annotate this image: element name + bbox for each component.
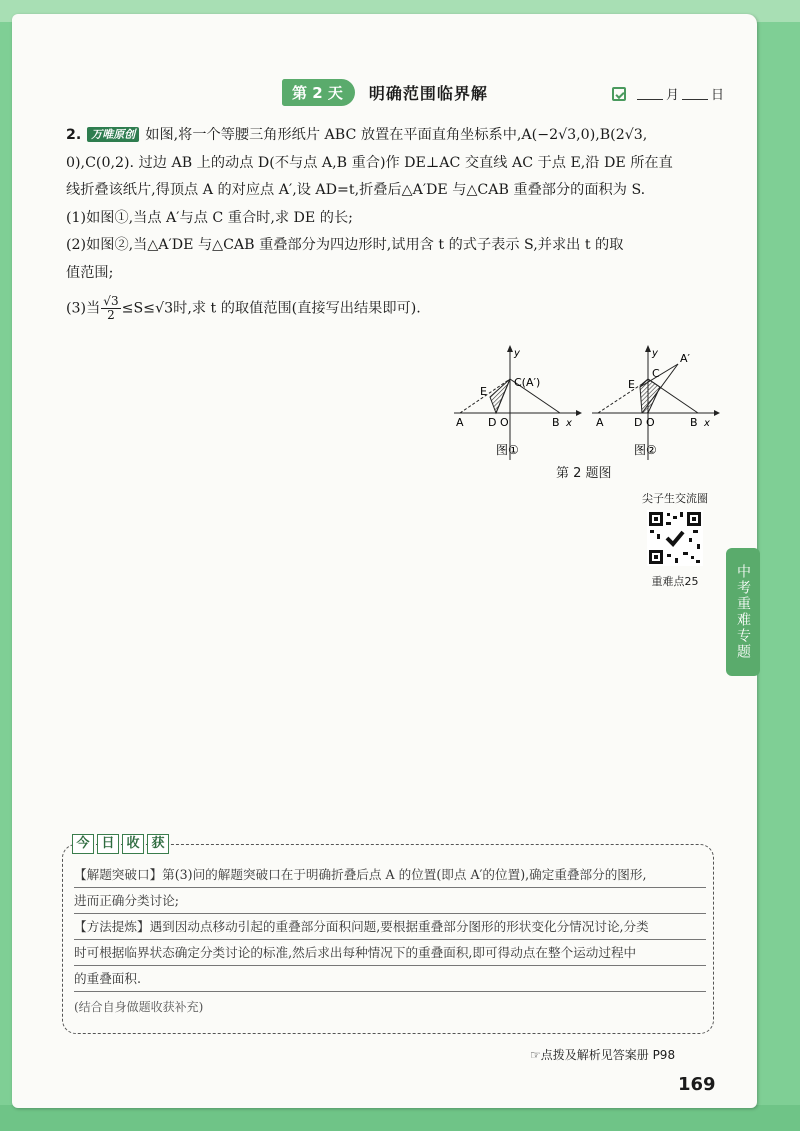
label-d-2: D	[634, 416, 643, 429]
qr-title: 尖子生交流圈	[642, 492, 708, 505]
month-blank[interactable]	[637, 88, 663, 100]
page-number: 169	[678, 1074, 716, 1095]
summary-note: (结合自身做题收获补充)	[74, 1000, 204, 1014]
x-axis-arrow	[576, 410, 582, 416]
problem-line-1	[66, 122, 726, 150]
q3-fraction	[101, 295, 120, 322]
problem-2	[66, 122, 726, 323]
label-c-2: C	[652, 367, 660, 380]
date-field	[612, 84, 724, 103]
label-o-1: O	[500, 416, 509, 429]
label-x-2: x	[704, 418, 710, 429]
summary-line-3: 【方法提炼】遇到因动点移动引起的重叠部分面积问题,要根据重叠部分图形的形状变化分情况讨论,分类	[74, 914, 706, 940]
summary-line-5: 的重叠面积.	[74, 966, 706, 992]
summary-head-char-4: 获	[147, 834, 169, 854]
label-e-1: E	[480, 385, 487, 398]
q3-denominator: 2	[107, 308, 115, 322]
summary-head-char-1: 今	[72, 834, 94, 854]
label-e-2: E	[628, 378, 635, 391]
label-a-1: A	[456, 416, 464, 429]
figure-group-caption: 第 2 题图	[556, 466, 612, 481]
label-a-2: A	[596, 416, 604, 429]
q3-numerator: √3	[103, 294, 119, 308]
label-b-1: B	[552, 416, 560, 429]
figure-1-caption: 图①	[496, 443, 519, 457]
figure-1	[452, 342, 584, 462]
qr-caption: 重难点25	[651, 575, 699, 588]
answer-reference: ☞点拨及解析见答案册 P98	[530, 1048, 676, 1062]
page-title: 明确范围临界解	[368, 83, 488, 103]
figure-2	[590, 342, 722, 462]
overlap-region-2	[640, 379, 660, 413]
label-y-1: y	[514, 348, 520, 359]
original-tag: 万唯原创	[87, 127, 139, 142]
question-3	[66, 295, 726, 323]
q3-prefix: (3)当	[66, 300, 101, 317]
summary-body	[74, 862, 706, 1020]
summary-heading	[72, 834, 172, 854]
overlap-region-1	[490, 379, 510, 413]
question-2b: 值范围;	[66, 264, 114, 281]
day-blank[interactable]	[682, 88, 708, 100]
q3-suffix: ≤S≤√3时,求 t 的取值范围(直接写出结果即可).	[121, 300, 421, 317]
label-b-2: B	[690, 416, 698, 429]
bottom-edge	[0, 1105, 800, 1131]
figure-2-caption: 图②	[634, 443, 657, 457]
label-d-1: D	[488, 416, 497, 429]
problem-line-2: 0),C(0,2). 过边 AB 上的动点 D(不与点 A,B 重合)作 DE⊥AC 交直线 AC 于点 E,沿 DE 所在直	[66, 154, 673, 171]
label-o-2: O	[646, 416, 655, 429]
problem-line-3: 线折叠该纸片,得顶点 A 的对应点 A′,设 AD=t,折叠后△A′DE 与△CAB 重叠部分的面积为 S.	[66, 182, 646, 198]
side-tab-label: 中考重难专题	[726, 548, 760, 676]
qr-code-icon[interactable]	[647, 510, 703, 566]
summary-line-2: 进而正确分类讨论;	[74, 888, 706, 914]
label-x-1: x	[566, 418, 572, 429]
y-axis-arrow	[507, 345, 513, 352]
label-c-aprime: C(A′)	[514, 376, 541, 389]
question-1: (1)如图①,当点 A′与点 C 重合时,求 DE 的长;	[66, 209, 353, 226]
qr-block	[640, 490, 710, 589]
label-aprime-2: A′	[680, 352, 691, 365]
y-axis-arrow-2	[645, 345, 651, 352]
side-ac-dashed-2	[598, 384, 642, 413]
summary-head-char-2: 日	[97, 834, 119, 854]
label-y-2: y	[652, 348, 658, 359]
day-badge: 第 2 天	[282, 79, 355, 106]
calendar-icon	[612, 87, 626, 101]
question-2a: (2)如图②,当△A′DE 与△CAB 重叠部分为四边形时,试用含 t 的式子表示 S,并求出 t 的取	[66, 237, 624, 253]
summary-line-1: 【解题突破口】第(3)问的解题突破口在于明确折叠后点 A 的位置(即点 A′的位置),确定重叠部分的图形,	[74, 862, 706, 888]
page-header	[282, 78, 488, 106]
x-axis-arrow-2	[714, 410, 720, 416]
summary-head-char-3: 收	[122, 834, 144, 854]
problem-text-1: 如图,将一个等腰三角形纸片 ABC 放置在平面直角坐标系中,A(−2√3,0),B(2√3,	[145, 127, 648, 143]
day-label: 日	[711, 88, 725, 103]
problem-number: 2.	[66, 127, 82, 143]
month-label: 月	[666, 88, 680, 103]
summary-line-4: 时可根据临界状态确定分类讨论的标准,然后求出每种情况下的重叠面积,即可得动点在整个运动过程中	[74, 940, 706, 966]
